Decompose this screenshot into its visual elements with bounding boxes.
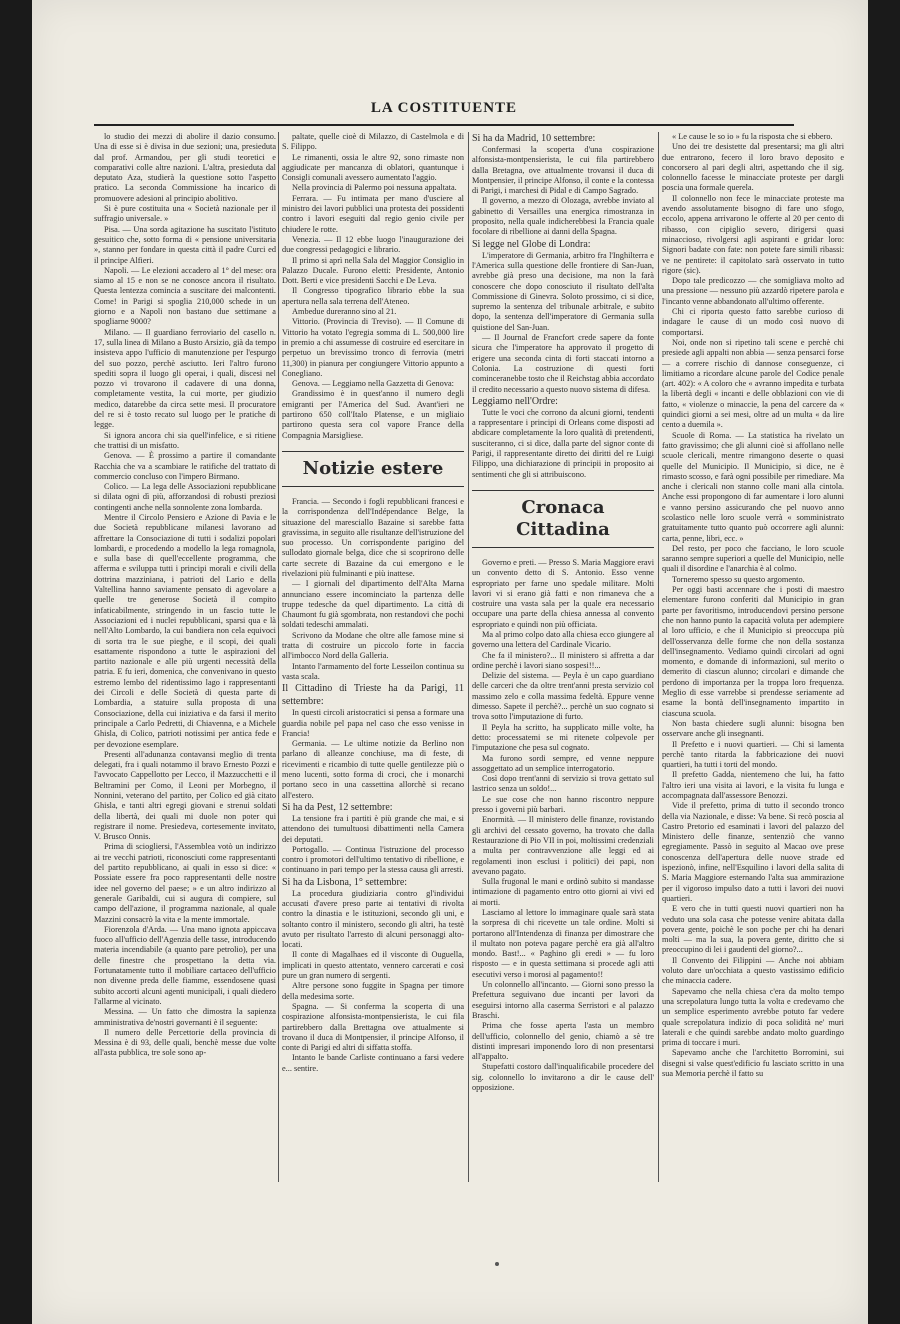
paragraph: Governo e preti. — Presso S. Maria Maggiore eravi un convento detto di S. Antonio. Esso venne espropriato per farne uno spedale militare. Molti lavori vi si erano già fatti e non rimaneva che a costruire una vasta sala per la quale era necessario occupare una parte della chiesa annessa al convento espropriato e quindi non più officiata. [472,557,654,629]
paragraph: Dopo tale predicozzo — che somigliava molto ad una pressione — nessuno più azzardò ripetere parola e l'incanto venne abbandonato all'ultimo offerente. [662,276,844,306]
paragraph: Che fa il ministero?... Il ministero si affretta a dar ordine perchè i lavori siano sospesi!!... [472,650,654,670]
paragraph: Il numero delle Percettorie della provincia di Messina è di 93, delle quali, benchè messe due volte all'asta pubblica, tre sole sono ap- [94,1027,276,1058]
column-rule [468,132,469,1182]
paragraph: Il conte di Magalhaes ed il visconte di Ouguella, implicati in questo attentato, vennero carcerati e così pure un gran numero di sergenti. [282,950,464,981]
paragraph: Il Cittadino di Trieste ha da Parigi, 11 settembre: [282,683,464,708]
paragraph: Grandissimo è in quest'anno il numero degli emigranti per l'America del Sud. Avant'ieri ne partirono 650 coll'Italo Platense, e un migliaio partirono questa sera col vapore France della Compagnia Marsigliese. [282,389,464,440]
paragraph: Presenti all'adunanza contavansi meglio di trenta delegati, fra i quali notammo il bravo Ernesto Pozzi e l'avvocato Cappellotto per Lecco, il Mazzucchetti e il Beltramini per Como, il Leoni per Morbegno, il Nonnini, veterano del partito, per Colico ed già citato Ghisla, e tanti altri egregi giovani e strenui soldati della libertà, dei quali mi duole non poter qui registrare il nome. Presiedeva, cortesemente invitato, V. Brusco Onnis. [94,749,276,842]
paragraph: Intanto le bande Carliste continuano a farsi vedere e... sentire. [282,1053,464,1073]
paragraph: La tensione fra i partiti è più grande che mai, e si attendono dei tumultuosi dibattimenti nella Camera dei deputati. [282,813,464,844]
paragraph: Enormità. — Il ministero delle finanze, rovistando gli archivi del cessato governo, ha trovato che dalla Restaurazione di Pio VII in poi, moltissimi credenziali a multa per contravvenzione alle leggi ed ai regolamenti inon esclusi i politici) dei papi, non avevano pagato. [472,815,654,876]
paragraph: Si ha da Madrid, 10 settembre: [472,133,596,144]
paragraph: Spagna. — Si conferma la scoperta di una cospirazione alfonsista-montpensierista, le cui fila partirebbero dalla Brettagna ove attualmente si trovano il duca di Montpensier, il principe Alfonso, il conte di Parigi ed altri di siffatta stoffa. [282,1001,464,1053]
paragraph: Si legge nel Globe di Londra: [472,238,591,250]
paragraph: Torneremo spesso su questo argomento. [672,574,805,584]
paragraph: Del resto, per poco che facciano, le loro scuole saranno sempre superiori a quelle del Municipio, nelle quali il disordine e l'anarchia è al colmo. [662,543,844,574]
paragraph: Il Prefetto e i nuovi quartieri. — Chi si lamenta perchè tanto ritarda la fabbricazione dei nuovi quartieri, ha tutti i torti del mondo. [662,739,844,770]
paragraph: Il governo, a mezzo di Olozaga, avrebbe inviato al gabinetto di Versailles una energica rimostranza in proposito, nella quale indicherebbesi la Francia quale focolare di ribellione ai danni della Spagna. [472,196,654,237]
paragraph: Si ignora ancora chi sia quell'infelice, e si ritiene che trattisi di un misfatto. [94,430,276,450]
paragraph: Il colonnello non fece le minacciate proteste ma avendo assolutamente bisogno di fare uno sfogo, eccolo, appena arrivarono le offerte al 20 per cento di ribasso, con cipiglio severo, dirigersi quasi minaccioso, rivolgersi agli aspiranti e gridar loro: Signori badate con fate: non potete fare simili ribassi: ve ne pentirete: il capitolato sarà osservato in tutto rigore (sic). [662,193,844,275]
paragraph: Vittorio. (Provincia di Treviso). — Il Comune di Vittorio ha votato l'egregia somma di L. 500,000 lire in premio a chi assumesse di costruire ed esercitare in perpetuo un brevissimo tronco di ferrovia (metri 11,300) in pianura per congiungere Vittorio appunto a Conegliano. [282,317,464,378]
paragraph: Scrivono da Modane che oltre alle famose mine si tratta di costruire un piccolo forte in faccia all'imbocco Nord della Galleria. [282,630,464,661]
paragraph: Napoli. — Le elezioni accadero al 1° del mese: ora siamo al 15 e non se ne conosce ancora il risultato. Questa lentezza comincia a suscitare dei malcontenti. Come! in Parigi si spoglia 210,000 schede in un giorno e a Napoli non bastano due settimane a spogliarne 9000? [94,265,276,327]
paragraph: Così dopo trent'anni di servizio si trova gettato sul lastrico senza un soldo!... [472,774,654,794]
paragraph: Lasciamo al lettore lo immaginare quale sarà stata la sorpresa di chi ricevette un tale ordine. Molti si portarono all'Intendenza di finanza per dimostrare che il multato non poteva pagare perchè era già all'altro mondo. Bast!... « Paghino gli eredi » — fu loro risposto — e in questa settimana si procede agli atti esecutivi verso i morosi al pagamento!! [472,908,654,979]
paragraph: Un colonnello all'incanto. — Giorni sono presso la Prefettura seguivano due incanti per lavori da eseguirsi intorno alla caserma Serristori e al palazzo Braschi. [472,980,654,1020]
paragraph: Leggiamo nell'Ordre: [472,395,558,407]
paragraph: Il Peyla ha scritto, ha supplicato mille volte, ha detto: processatemi se mi ritenete colpevole per l'imputazione che pesa sul cognato. [472,722,654,753]
paragraph: Vide il prefetto, prima di tutto il secondo tronco della via Nazionale, e disse: Va bene. Si recò poscia al Castro Pretorio ed esaminati i lavori del palazzo del Ministero delle finanze, sentenziò che vanno egregiamente. Passò in seguito al Macao ove prese conoscenza dell'apertura delle nuove strade ed ispezionò, infine, nell'Esquilino i lavori della salita di S. Maria Maggiore esternando l'alta sua ammirazione per il vigoroso impulso dato a tutti i lavori dei nuovi quartieri. [662,801,844,903]
paragraph: Ma al primo colpo dato alla chiesa ecco giungere al governo una lettera del Cardinale Vicario. [472,629,654,650]
paragraph: Per oggi basti accennare che i posti di maestro elementare furono conferiti dal Municipio in gran parte per favoritismo, introducendovi persino persone che non hanno punto la capacità voluta per adempiere al loro ufficio, e che il Municipio si preoccupa più dell'osservanza delle forme che non della sostanza dell'insegnamento. Vediamo quindi circolari ad ogni momento, e domande di informazioni, sul merito o demerito di ciascun alunno; circolari e dimande che perdono di importanza per la troppa loro frequenza. Meglio di esse varrebbe si prendesse seriamente ad esame la bontà dell'insegnamento impartito in ciascuna scuola. [662,585,844,718]
paragraph: Altre persone sono fuggite in Spagna per timore della medesima sorte. [282,981,464,1001]
paragraph: Si ha da Pest, 12 settembre: [282,801,393,813]
column-4 [662,132,844,1172]
paragraph: « Le cause le so io » fu la risposta che si ebbero. [672,132,833,141]
paragraph: Le rimanenti, ossia le altre 92, sono rimaste non aggiudicate per mancanza di oblatori, quantunque i Consigli comunali avessero aumentato l'aggio. [282,152,464,183]
page-mark [495,1262,499,1266]
column-1 [94,132,276,1172]
paragraph: Scuole di Roma. — La statistica ha rivelato un fatto gravissimo; che gli alunni cioè si affollano nelle scuole clericali, mentre rimangono deserte o quasi quelle del Municipio. Il Municipio, si dice, ne è rimasto scosso, e farà ogni possibile per rimediare. Ma anche i clericali non stanno colle mani alla cintola. Anche essi propongono di far aumentare i loro alunni e vanno persino assicurando che pel nuovo anno scolastico nelle loro scuole verrà « somministrato gratuitamente tutto quanto può occorrere agli alunni: carta, penne, libri, ecc. » [662,430,844,543]
paragraph: Genova. — È prossimo a partire il comandante Racchia che va a scambiare le ratifiche del trattato di commercio concluso con l'impero Birmano. [94,451,276,481]
column-rule [278,132,279,1182]
paragraph: Germania. — Le ultime notizie da Berlino non parlano di alleanze conchiuse, ma di feste, di ricevimenti e ricambio di tutte quelle gentilezze più o meno lucenti, sotto forma di croci, che i monarchi portano seco in una cassettina allorchè si recano all'estero. [282,739,464,800]
paragraph: Prima di sciogliersi, l'Assemblea votò un indirizzo ai tre vecchi patrioti, riconosciuti come rappresentanti del partito repubblicano, ai quali in esso si dice: « Possiate essere fra poco rappresentanti delle nostre idee nel governo del paese; » e un altro indirizzo al generale Garibaldi, cui si augura di compiere, sul campo dell'azione, il programma nazionale, al quale Mazzini consacrò la vita e la mente immortale. [94,842,276,924]
section-title-cronaca-cittadina: Cronaca Cittadina [472,490,654,548]
paragraph: Messina. — Un fatto che dimostra la sapienza amministrativa de'nostri governanti è il seguente: [94,1007,276,1027]
paragraph: E vero che in tutti questi nuovi quartieri non ha veduto una sola casa che potesse venire abitata dalla povera gente, poichè le son poche per chi ha denari molti — ma la sua, la povera gente, diritto che si preoccupino di lei i gaudenti del giorno?... [662,904,844,955]
paragraph: Pisa. — Una sorda agitazione ha suscitato l'istituto gesuitico che, sotto forma di « pensione universitaria », stanno per fondare in questa città il padre Curci ed il principe Alfieri. [94,224,276,265]
paragraph: Il Congresso tipografico librario ebbe la sua apertura nella sala terrena dell'Ateneo. [282,286,464,306]
paragraph: Venezia. — Il 12 ebbe luogo l'inaugurazione dei due congressi pedagogici e librario. [282,234,464,255]
column-rule [658,132,659,1182]
paragraph: Ambedue dureranno sino al 21. [292,307,397,317]
paragraph: Sapevamo che nella chiesa c'era da molto tempo una screpolatura lungo tutta la volta e credevamo che un semplice esperimento avrebbe potuto far vedere quale screpolatura indizio di poca solidità ne' muri laterali e che quindi sarebbe andato molto guardingo prima di toccare i muri. [662,986,844,1048]
paragraph: Il prefetto Gadda, nientemeno che lui, ha fatto l'altro ieri una visita ai lavori, e la visita fu lunga e accompagnata dall'assessore Benozzi. [662,770,844,800]
paragraph: Genova. — Leggiamo nella Gazzetta di Genova: [292,379,454,389]
paragraph: Si è pure costituita una « Società nazionale per il suffragio universale. » [94,204,276,224]
paragraph: — I giornali del dipartimento dell'Alta Marna annunciano essere incominciato la partenza delle truppe tedesche da quel dipartimento. La città di Chaumont fu già sgombrata, non restandovi che pochi soldati tedeschi ammalati. [282,579,464,630]
column-2 [282,132,464,1172]
paragraph: La procedura giudiziaria contro gl'individui accusati d'avere preso parte ai tentativi di rivolta contro la dinastia e le istituzioni, secondo gli uni, e soltanto contro il ministero, secondo gli altri, ha testè avuto per risultato l'arresto di alcuni personaggi alto-locati. [282,888,464,950]
paragraph: Ma furono sordi sempre, ed venne neppure assoggettato ad un semplice interrogatorio. [472,753,654,773]
paragraph: Non basta chiedere sugli alunni: bisogna ben osservare anche gli insegnanti. [662,718,844,739]
paragraph: Uno dei tre desistette dal presentarsi; ma gli altri due entrarono, fecero il loro bravo deposito e concorsero al pari degli altri, aspettando che il sig. colonnello facesse le minacciate proteste per dargli poscia una formale querela. [662,142,844,193]
newspaper-page [32,0,868,1324]
paragraph: Nella provincia di Palermo poi nessuna appaltata. [292,183,457,193]
paragraph: — Il Journal de Francfort crede sapere da fonte sicura che l'imperatore ha approvato il progetto di erigere una seconda cinta di forti staccati intorno a Colonia. La costruzione di questi forti cominceranebbe tosto che il Reichstag abbia accordato il credito necessario a questo nuovo sistema di difesa. [472,333,654,394]
paragraph: Si ha da Lisbona, 1° settembre: [282,876,408,888]
section-title-notizie-estere: Notizie estere [282,451,464,487]
paragraph: Milano. — Il guardiano ferroviario del casello n. 17, sulla linea di Milano a Busto Arsizio, già da tempo insisteva appo l'ufficio di manutenzione per l'espurgo del suo pozzo, perchè asciutto. Ieri l'altro furono spediti sopra il luogo gli operai, i quali, discesi nel pozzo vi trovarono il cadavere di una donna, completamente vestita, la cui morte, per giudizio medico, datarebbe da circa sette mesi. Il procuratore del re si è tosto recato sul luogo per le pratiche di legge. [94,327,276,430]
paragraph: Fiorenzola d'Arda. — Una mano ignota appiccava fuoco all'ufficio dell'Agenzia delle tasse, introducendo materia incendiabile (a quanto pare petrolio), per una delle finestre che prospettano la detta via. Fortunatamente tutto il mobiliare cartaceo dell'ufficio non divenne preda delle fiamme, essendosene quasi subito accorti alcuni agenti municipali, i quali diedero l'allarme al vicinato. [94,924,276,1006]
paragraph: Noi, onde non si ripetino tali scene e perchè chi presiede agli appalti non abbia — senza pensarci forse — a correre rischio di dannose conseguenze, ci limitiamo a ricordare alcune parole del Codice penale (art. 402): « A coloro che « avranno impedita e turbata la libertà degli « incanti e delle obblazioni con vie di fatto, « violenze o minaccie, la pena del carcere da « quindici giorni a sei mesi, oltre ad un multa « da lire cento a duemila ». [662,337,844,430]
paragraph: In questi circoli aristocratici si pensa a formare una guardia nobile pel papa nel caso che esso venisse in Francia! [282,708,464,738]
paragraph: Colico. — La lega delle Associazioni repubblicane si dilata ogni dì più, afforzandosi di robusti preziosi contingenti anche nella sonnolente zona lombarda. [94,482,276,512]
paragraph: Confermasi la scoperta d'una cospirazione alfonsista-montpensierista, le cui fila partirebbero dalla Bretagna, ove attualmente trovansi il duca di Montpensier, il principe Alfonso, il conte e la contessa di Parigi, i marchesi di Pidal e di Campo Sagrado. [472,145,654,196]
paragraph: Intanto l'armamento del forte Lesseilon continua su vasta scala. [282,661,464,681]
paragraph: Ferrara. — Fu intimata per mano d'usciere al ministro dei lavori pubblici una protesta dei possidenti contro i lavori eseguiti dal regio genio civile per chiudere le rotte. [282,193,464,234]
paragraph: Le sue cose che non hanno riscontro neppure presso i governi più barbari. [472,794,654,815]
paragraph: Sulla frugonal le mani e ordinò subito si mandasse intimazione di pagamento entro otto giorni ai vivi ed ai morti. [472,877,654,907]
paragraph: Prima che fosse aperta l'asta un membro dell'ufficio, colonnello del genio, chiamò a sè tre distinti impresari imponendo loro di non presentarsi all'appalto. [472,1021,654,1062]
paragraph: Portogallo. — Continua l'istruzione del processo contro i promotori dell'ultimo tentativo di ribellione, e continuano in pari tempo per la stessa causa gli arresti. [282,844,464,875]
paragraph: paltate, quelle cioè di Milazzo, di Castelmola e di S. Filippo. [282,132,464,152]
paragraph: Delizie del sistema. — Peyla è un capo guardiano delle carceri che da oltre trent'anni presta servizio col massimo zelo e colla massima fedeltà. Eppure venne dimesso. Sapete il perchè?... perchè un suo cognato si trova sotto l'imputazione di furto. [472,671,654,722]
paragraph: Il primo si aprì nella Sala del Maggior Consiglio in Palazzo Ducale. Furono eletti: Presidente, Antonio Dott. Berti e vice presidenti Sacchi e De Leva. [282,255,464,286]
paragraph: Chi ci riporta questo fatto sarebbe curioso di indagare le cause di un modo così nuovo di comportarsi. [662,307,844,337]
paragraph: Il Convento dei Filippini — Anche noi abbiam voluto dare un'occhiata a questo vastissimo edificio che minaccia cadere. [662,955,844,986]
paragraph: L'imperatore di Germania, arbitro fra l'Inghilterra e l'America sulla questione delle frontiere di San-Juan, avrebbe già preso una decisione, ma non la farà conoscere che dopo conosciuto il risultato dell'alta Commissione di Ginevra. Soloto prossimo, ci si dice, supremo la sentenza del tribunale arbitrale, e subito dopo, la sentenza dell'imperatore di Germania sulla quistione del San-Juan. [472,250,654,332]
paragraph: lo studio dei mezzi di abolire il dazio consumo. Una di esse si è divisa in due sezioni; una, presieduta dal prof. Armandou, per gli studi teoretici e comparativi colle altre nazioni. L'altra, presieduta dal deputato Aza, studierà la questione sotto l'aspetto pratico. La seconda Commissione ha incarico di promuovere adesioni al principio abolitivo. [94,132,276,203]
page-header [94,98,794,126]
paragraph: Tutte le voci che corrono da alcuni giorni, tendenti a rappresentare i principi di Orleans come disposti ad abdicare completamente la loro qualità di pretendenti, susciteranno, ci si dice, dalla parte del signor conte di Parigi, il rappresentante diretto dei diritti del re Luigi Filippo, una dichiarazione di principii in proposito ai sentimenti che gli si attribuiscono. [472,407,654,479]
paragraph: Sapevamo anche che l'architetto Borromini, sui disegni si valse quest'edificio fu lasciato scritto in una sua Memoria perchè il fatto su [662,1048,844,1079]
column-3 [472,132,654,1172]
paragraph: Francia. — Secondo i fogli repubblicani francesi e la corrispondenza dell'Indépendance Belge, la situazione del maresciallo Bazaine si sarebbe fatta gravissima, in seguito alle risultanze dell'istruzione del suo processo. Un corrispondente parigino del sullodato giornale belga, dice che si scoprirono delle carte secrete di Bazaine da cui emergono e le rivelazioni più fulminanti e più inattese. [282,496,464,578]
paragraph: Mentre il Circolo Pensiero e Azione di Pavia e le due Società repubblicane milanesi lavorano ad affrettare la Consociazione di tutti i sodalizi popolari lombardi, e procedendo a modello la lega romagnola, e sulla base di quell'eccellente programma, che afferma e sviluppa tutti i principi morali e civili della dottrina mazziniana, i patrioti del Lario e della Valtellina hanno saviamente pensato di agevolare a quelle tre generose Società il compito infaticabilmente, stringendo in un fascio tutte le Associazioni ed i nuclei repubblicani, sparsi qua e là nell'Alto Lombardo, la cui bandiera non cela equivoci di sorta tra le sue pieghe, e il scopi, dei quali esattamente rispondono a tutte le aspirazioni del partito nazionale e alle più urgenti necessità della patria. E fu ieri, domenica, che convenivano in questo estremo lembo del ridentissimo lago i rappresentanti dei Circoli e delle Società di questa parte di Lombardia, a statuire sulla proposta di una Consociazione, della cui iniziativa e da farsi il merito principale a Carlo Pedretti, di Chiavenna, e a Michele Ghisla, di Colico, patrioti notissimi per antica fede e per devozione esemplare. [94,512,276,749]
paragraph: Stupefatti costoro dall'inqualificabile procedere del sig. colonnello lo invitarono a dir le cause dell' opposizione. [472,1062,654,1093]
masthead: LA COSTITUENTE [370,100,518,116]
